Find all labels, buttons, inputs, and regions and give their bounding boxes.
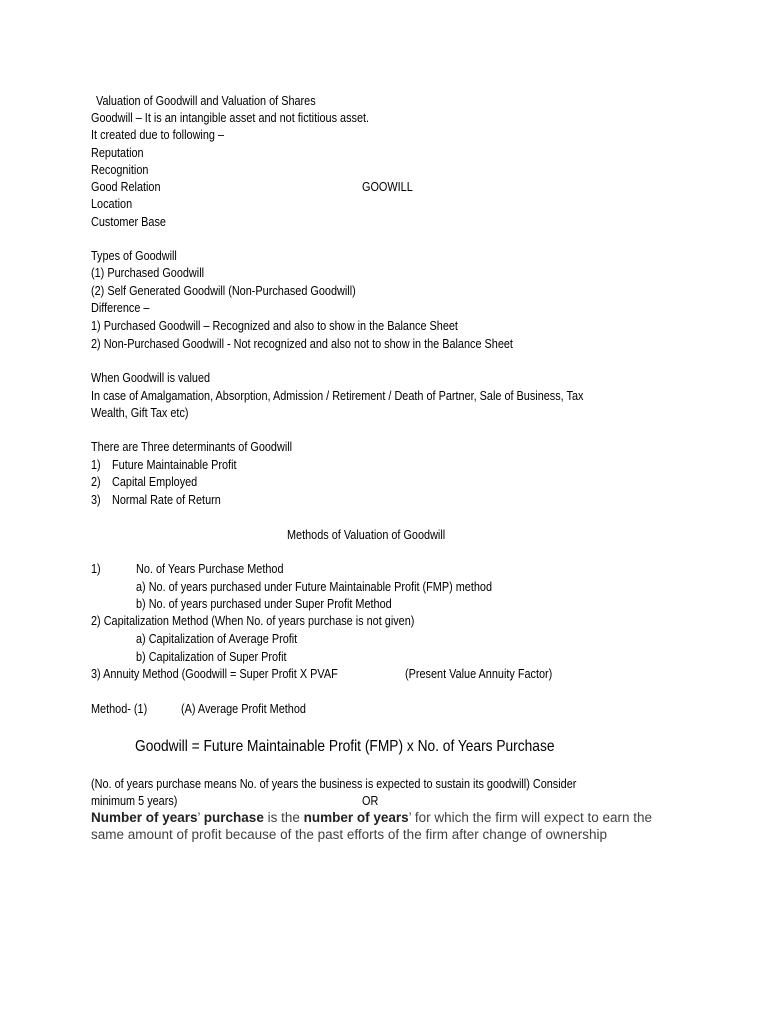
type-item: (1) Purchased Goodwill: [91, 266, 205, 280]
difference-item: 2) Non-Purchased Goodwill - Not recognized and also not to show in the Balance Sheet: [91, 337, 513, 351]
definition-bold: Number of years: [91, 810, 198, 825]
methods-title: Methods of Valuation of Goodwill: [287, 528, 446, 542]
type-item: (2) Self Generated Goodwill (Non-Purchased Goodwill): [91, 284, 356, 298]
definition-text: ’ for which the firm will expect to earn the: [408, 810, 653, 825]
types-title: Types of Goodwill: [91, 249, 177, 263]
method-3-note: (Present Value Annuity Factor): [405, 667, 553, 681]
when-valued-line: Wealth, Gift Tax etc): [91, 406, 189, 420]
created-due-to: It created due to following –: [91, 128, 225, 142]
definition-bold: purchase: [203, 810, 264, 825]
method-1-label: Method- (1): [91, 702, 148, 716]
difference-title: Difference –: [91, 301, 150, 315]
factor-item: Reputation: [91, 146, 144, 160]
factor-item: Good Relation: [91, 180, 161, 194]
goodwill-center-label: GOOWILL: [362, 180, 413, 194]
goodwill-definition: Goodwill – It is an intangible asset and not fictitious asset.: [91, 111, 370, 125]
definition-text: ’: [197, 810, 204, 825]
determinant-text: Future Maintainable Profit: [112, 458, 237, 472]
determinant-text: Normal Rate of Return: [112, 493, 221, 507]
difference-item: 1) Purchased Goodwill – Recognized and also to show in the Balance Sheet: [91, 319, 458, 333]
definition-line: [91, 809, 652, 826]
determinant-number: 2): [91, 475, 101, 489]
method-2-sub-a: a) Capitalization of Average Profit: [136, 632, 298, 646]
or-label: OR: [362, 794, 379, 808]
method-2-sub-b: b) Capitalization of Super Profit: [136, 650, 287, 664]
method-1-number: 1): [91, 562, 101, 576]
method-3-title: 3) Annuity Method (Goodwill = Super Profit X PVAF: [91, 667, 338, 681]
method-1-sub-a: a) No. of years purchased under Future Maintainable Profit (FMP) method: [136, 580, 493, 594]
method-1-title: No. of Years Purchase Method: [136, 562, 284, 576]
when-valued-title: When Goodwill is valued: [91, 371, 211, 385]
factor-item: Recognition: [91, 163, 149, 177]
method-2-title: 2) Capitalization Method (When No. of years purchase is not given): [91, 614, 415, 628]
determinant-text: Capital Employed: [112, 475, 198, 489]
method-1-sub-label: (A) Average Profit Method: [181, 702, 306, 716]
note-line: (No. of years purchase means No. of years the business is expected to sustain its goodwill) Consider: [91, 777, 577, 791]
determinants-title: There are Three determinants of Goodwill: [91, 440, 293, 454]
factor-item: Customer Base: [91, 215, 166, 229]
determinant-number: 1): [91, 458, 101, 472]
determinant-number: 3): [91, 493, 101, 507]
definition-text: is the: [263, 810, 304, 825]
note-line: minimum 5 years): [91, 794, 178, 808]
document-heading: Valuation of Goodwill and Valuation of Shares: [96, 94, 316, 108]
method-1-sub-b: b) No. of years purchased under Super Profit Method: [136, 597, 392, 611]
definition-bold: number of years: [303, 810, 409, 825]
factor-item: Location: [91, 197, 133, 211]
goodwill-formula: Goodwill = Future Maintainable Profit (FMP) x No. of Years Purchase: [135, 738, 555, 755]
definition-line: same amount of profit because of the past efforts of the firm after change of ownership: [91, 827, 608, 842]
when-valued-line: In case of Amalgamation, Absorption, Admission / Retirement / Death of Partner, Sale of Business, Tax: [91, 389, 584, 403]
